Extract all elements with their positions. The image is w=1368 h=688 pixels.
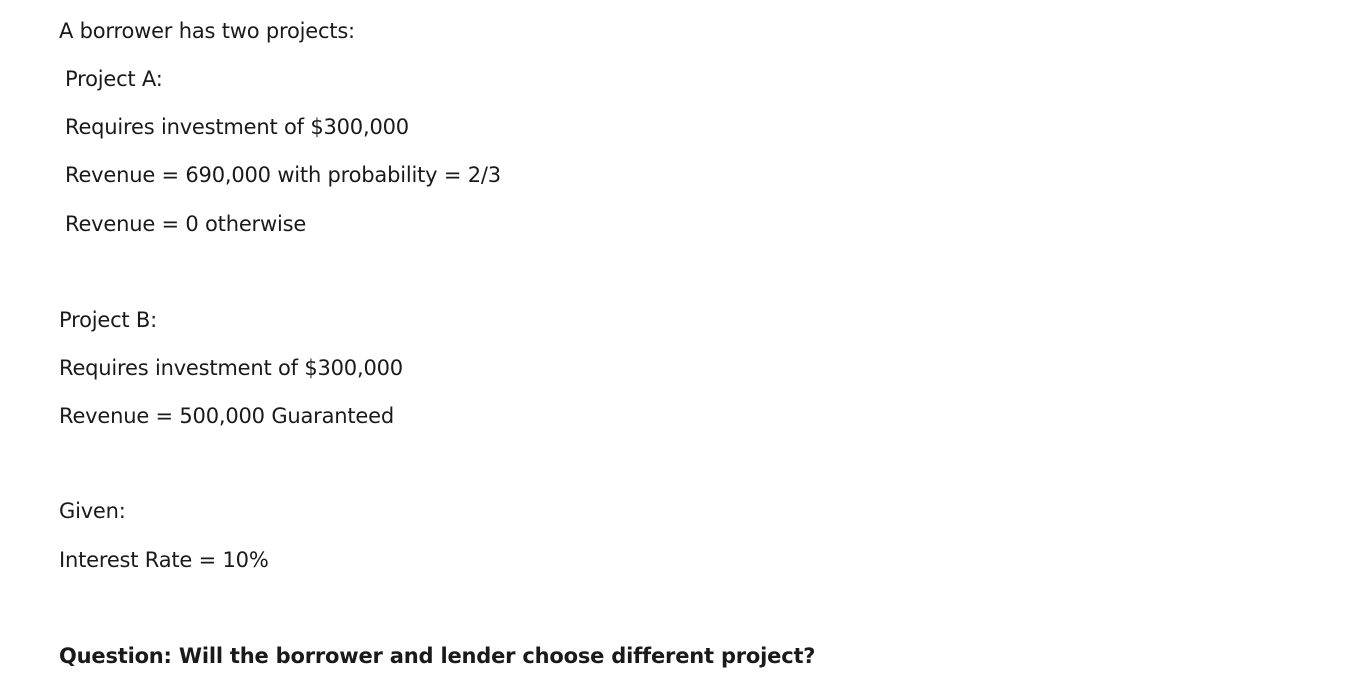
given-interest-rate: Interest Rate = 10%	[59, 548, 269, 572]
question-text: Question: Will the borrower and lender choose different project?	[59, 644, 816, 668]
project-b-title: Project B:	[59, 308, 158, 332]
given-title: Given:	[59, 499, 126, 523]
project-b-investment: Requires investment of $300,000	[59, 356, 403, 380]
project-a-title: Project A:	[65, 67, 163, 91]
project-a-revenue-success: Revenue = 690,000 with probability = 2/3	[65, 163, 501, 187]
project-a-investment: Requires investment of $300,000	[65, 115, 409, 139]
project-a-revenue-failure: Revenue = 0 otherwise	[65, 212, 307, 236]
intro-text: A borrower has two projects:	[59, 19, 355, 43]
project-b-revenue: Revenue = 500,000 Guaranteed	[59, 404, 394, 428]
